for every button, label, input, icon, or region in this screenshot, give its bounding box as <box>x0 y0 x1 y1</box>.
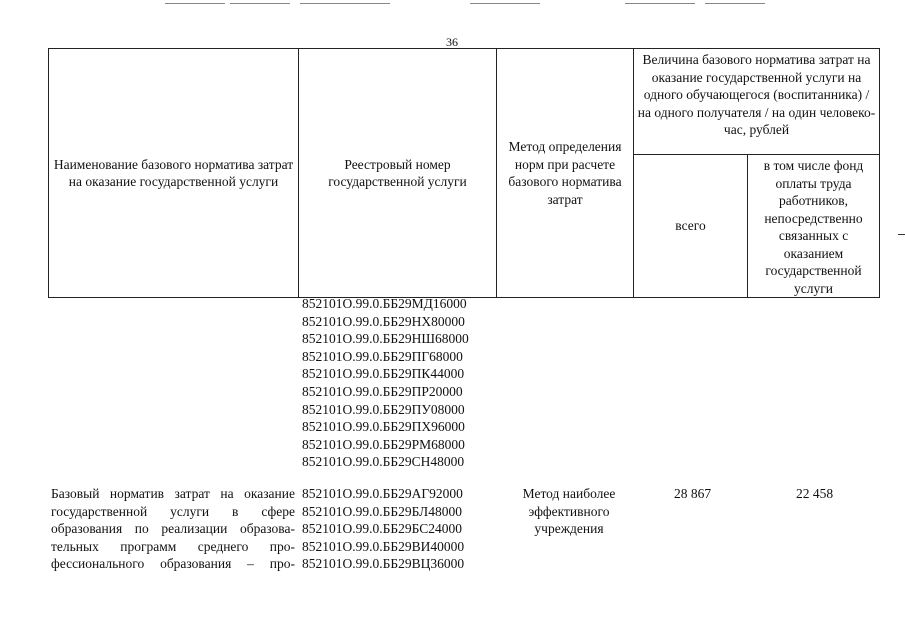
page-number: 36 <box>446 35 458 49</box>
table-header <box>48 48 880 298</box>
registry-code: 852101О.99.0.ББ29ПР20000 <box>302 383 463 399</box>
registry-code: 852101О.99.0.ББ29ВИ40000 <box>302 538 465 554</box>
top-rule-3 <box>300 3 390 4</box>
norm-name-line: Базовый норматив затрат на оказание <box>51 486 295 501</box>
header-payroll-text: в том числе фонд оплаты труда работников, непосредственно связанных с оказанием государственной услуги <box>763 158 864 296</box>
norm-name-line: образования по реализации образова- <box>51 521 295 537</box>
header-registry-cell <box>299 49 497 298</box>
top-rule-5 <box>625 3 695 4</box>
registry-code: 852101О.99.0.ББ29МД16000 <box>302 296 467 311</box>
registry-code: 852101О.99.0.ББ29НХ80000 <box>302 313 465 329</box>
norm-method: Метод наиболее эффективного учреждения <box>522 486 616 536</box>
registry-code: 852101О.99.0.ББ29ПГ68000 <box>302 348 463 364</box>
norm-total: 28 867 <box>673 486 712 501</box>
margin-mark <box>898 234 905 235</box>
registry-code: 852101О.99.0.ББ29ПК44000 <box>302 366 465 382</box>
registry-code: 852101О.99.0.ББ29БЛ48000 <box>302 503 462 519</box>
header-total-cell <box>634 155 748 298</box>
norm-payroll: 22 458 <box>795 486 834 501</box>
registry-code: 852101О.99.0.ББ29СН48000 <box>302 454 465 470</box>
registry-code: 852101О.99.0.ББ29ВЦ36000 <box>302 556 465 572</box>
top-rule-4 <box>470 3 540 4</box>
header-value-text: Величина базового норматива затрат на оказание государственной услуги на одного обучающегося (воспитанника) / на одного получателя / на один человеко-час, рублей <box>637 52 876 137</box>
header-registry-text: Реестровый номер государственной услуги <box>328 156 467 189</box>
top-rule-1 <box>165 3 225 4</box>
norm-codes-list <box>302 485 502 573</box>
registry-code: 852101О.99.0.ББ29РМ68000 <box>302 436 465 452</box>
header-total-text: всего <box>675 218 706 234</box>
registry-code: 852101О.99.0.ББ29БС24000 <box>302 521 463 537</box>
header-payroll-cell <box>748 155 880 298</box>
registry-code: 852101О.99.0.ББ29НШ68000 <box>302 331 469 347</box>
registry-code: 852101О.99.0.ББ29ПХ96000 <box>302 419 465 435</box>
norm-name-line: тельных программ среднего про- <box>51 538 295 554</box>
top-rule-2 <box>230 3 290 4</box>
norm-name-line: государственной услуги в сфере <box>51 503 295 519</box>
norm-name-line: фессионального образования – про- <box>51 556 295 572</box>
continued-codes-list <box>302 295 502 471</box>
registry-code: 852101О.99.0.ББ29АГ92000 <box>302 486 463 501</box>
norm-name <box>51 485 295 573</box>
header-name-cell <box>49 49 299 298</box>
registry-code: 852101О.99.0.ББ29ПУ08000 <box>302 401 465 417</box>
header-method-text: Метод определения норм при расчете базового норматива затрат <box>508 139 622 207</box>
top-rule-6 <box>705 3 765 4</box>
header-method-cell <box>497 49 634 298</box>
header-name-text: Наименование базового норматива затрат на оказание государственной услуги <box>53 156 294 189</box>
header-value-cell <box>634 49 880 155</box>
